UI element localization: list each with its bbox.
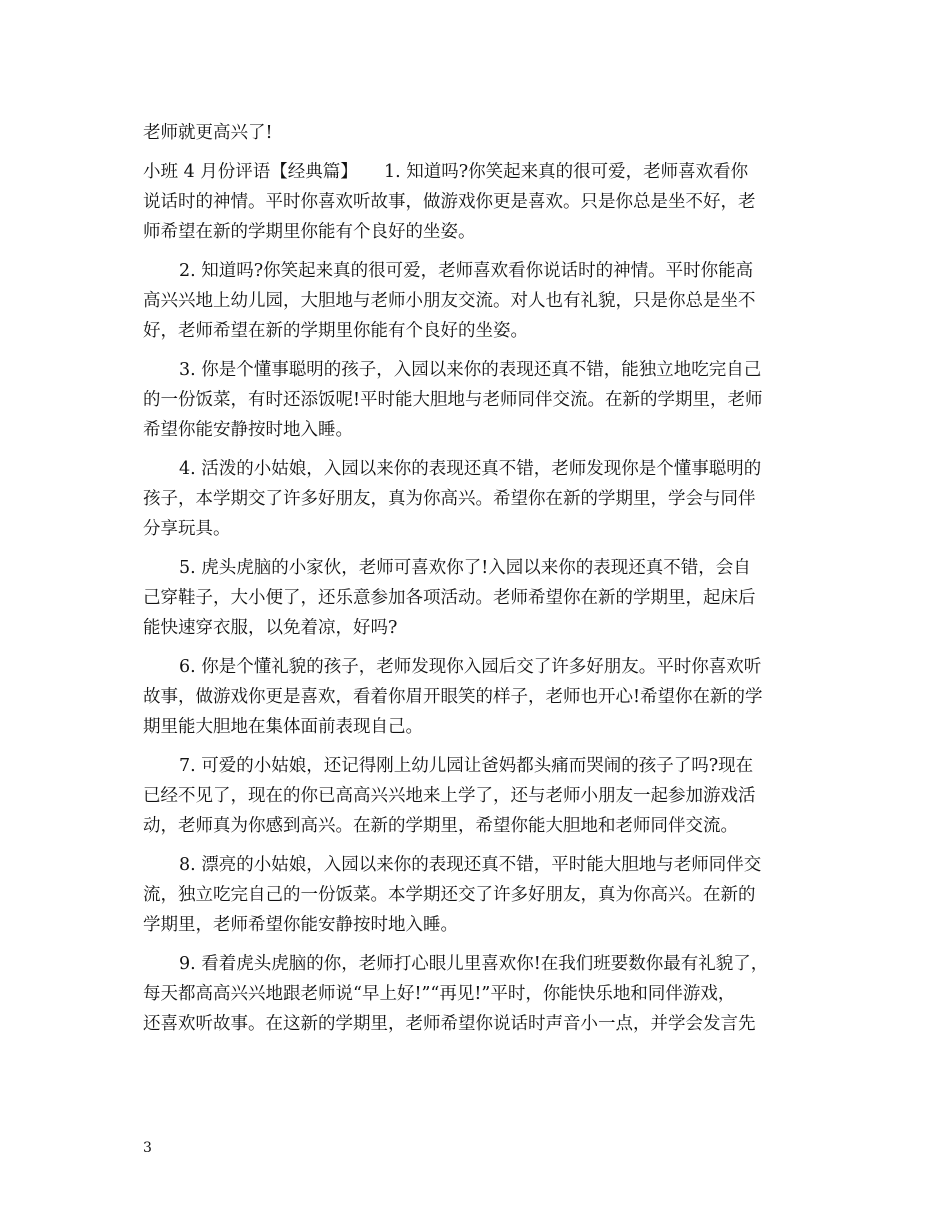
text-line: 分享玩具。 — [143, 519, 231, 539]
text-line: 7. 可爱的小姑娘，还记得刚上幼儿园让爸妈都头痛而哭闹的孩子了吗?现在 — [179, 756, 754, 776]
text-line: 己穿鞋子，大小便了，还乐意参加各项活动。老师希望你在新的学期里，起床后 — [143, 588, 756, 608]
text-line: 故事，做游戏你更是喜欢，看着你眉开眼笑的样子，老师也开心!希望你在新的学 — [143, 687, 763, 707]
paragraph-5 — [143, 553, 811, 643]
paragraph-0 — [143, 118, 811, 148]
text-line: 2. 知道吗?你笑起来真的很可爱，老师喜欢看你说话时的神情。平时你能高 — [179, 261, 754, 281]
text-line: 希望你能安静按时地入睡。 — [143, 420, 353, 440]
paragraph-7 — [143, 751, 811, 841]
text-line: 6. 你是个懂礼貌的孩子，老师发现你入园后交了许多好朋友。平时你喜欢听 — [179, 657, 762, 677]
paragraph-4 — [143, 454, 811, 544]
text-line: 5. 虎头虎脑的小家伙，老师可喜欢你了!入园以来你的表现还真不错，会自 — [179, 558, 751, 578]
text-line: 小班 4 月份评语【经典篇】 1. 知道吗?你笑起来真的很可爱，老师喜欢看你 — [143, 162, 749, 182]
text-line: 学期里，老师希望你能安静按时地入睡。 — [143, 915, 458, 935]
paragraph-2 — [143, 256, 811, 346]
text-line: 每天都高高兴兴地跟老师说“早上好!”“再见!”平时，你能快乐地和同伴游戏， — [143, 984, 736, 1004]
text-line: 能快速穿衣服，以免着凉，好吗? — [143, 618, 398, 638]
page-number: 3 — [143, 1140, 152, 1156]
text-line: 8. 漂亮的小姑娘，入园以来你的表现还真不错，平时能大胆地与老师同伴交 — [179, 855, 762, 875]
text-line: 师希望在新的学期里你能有个良好的坐姿。 — [143, 222, 476, 242]
text-line: 流，独立吃完自己的一份饭菜。本学期还交了许多好朋友，真为你高兴。在新的 — [143, 885, 756, 905]
text-line: 说话时的神情。平时你喜欢听故事，做游戏你更是喜欢。只是你总是坐不好，老 — [143, 192, 756, 212]
text-line: 3. 你是个懂事聪明的孩子，入园以来你的表现还真不错，能独立地吃完自己 — [179, 360, 762, 380]
text-line: 9. 看着虎头虎脑的你，老师打心眼儿里喜欢你!在我们班要数你最有礼貌了， — [179, 954, 769, 974]
paragraph-3 — [143, 355, 811, 445]
paragraph-6 — [143, 652, 811, 742]
text-line: 老师就更高兴了! — [143, 123, 273, 143]
paragraph-8 — [143, 850, 811, 940]
text-line: 的一份饭菜，有时还添饭呢!平时能大胆地与老师同伴交流。在新的学期里，老师 — [143, 390, 763, 410]
text-line: 4. 活泼的小姑娘，入园以来你的表现还真不错，老师发现你是个懂事聪明的 — [179, 459, 762, 479]
text-line: 动，老师真为你感到高兴。在新的学期里，希望你能大胆地和老师同伴交流。 — [143, 816, 738, 836]
document-body — [143, 118, 811, 1048]
text-line: 还喜欢听故事。在这新的学期里，老师希望你说话时声音小一点，并学会发言先 — [143, 1014, 756, 1034]
text-line: 孩子，本学期交了许多好朋友，真为你高兴。希望你在新的学期里，学会与同伴 — [143, 489, 756, 509]
paragraph-1 — [143, 157, 811, 247]
text-line: 高兴兴地上幼儿园，大胆地与老师小朋友交流。对人也有礼貌，只是你总是坐不 — [143, 291, 756, 311]
text-line: 已经不见了，现在的你已高高兴兴地来上学了，还与老师小朋友一起参加游戏活 — [143, 786, 756, 806]
text-line: 好，老师希望在新的学期里你能有个良好的坐姿。 — [143, 321, 528, 341]
paragraph-9 — [143, 949, 811, 1039]
text-line: 期里能大胆地在集体面前表现自己。 — [143, 717, 423, 737]
